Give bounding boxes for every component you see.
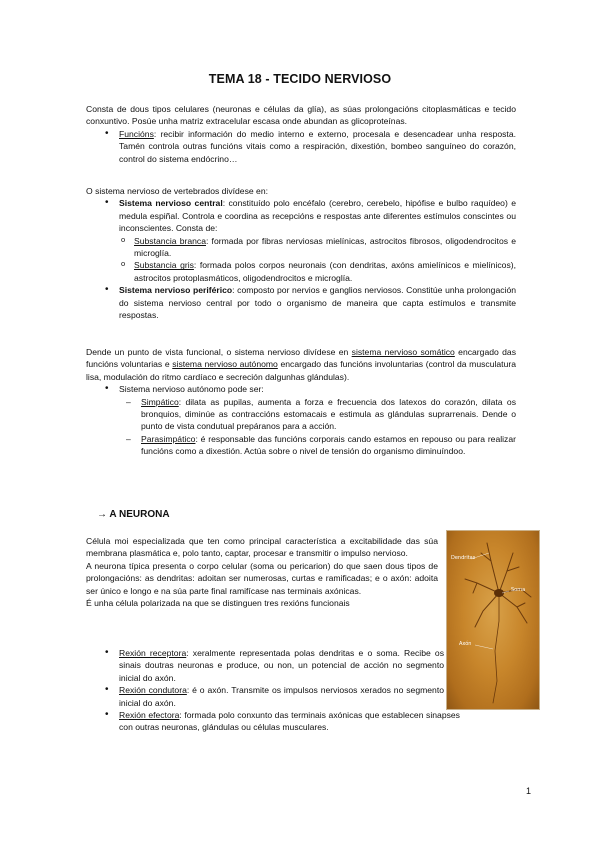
label-axon: Axón (459, 641, 472, 647)
sub-list-item (86, 259, 516, 284)
label-dendritas: Dendritas (451, 555, 476, 561)
text-run: encargado das funcións voluntarias e (86, 347, 516, 370)
vertebrates-list (86, 197, 516, 321)
list-item (86, 128, 516, 165)
definition-text: : formada polo conxunto das terminais axónicas que establecen sinapses con outras neuronas, glándulas ou células musculares. (119, 710, 460, 733)
term-periferico: Sistema nervioso periférico (119, 285, 233, 296)
sub-list-item (86, 235, 516, 260)
definition-text: : composto por nervios e ganglios nerviosos. Constitúe unha prolongación do sistema nervioso central por todo o organismo de maneira que capta estímulos e transmite respostas. (119, 285, 517, 321)
definition-text: : é o axón. Transmite os impulsos nerviosos xerados no segmento inicial do axón. (119, 685, 444, 708)
term-receptora: Rexión receptora (119, 648, 187, 658)
page-title: TEMA 18 - TECIDO NERVIOSO (208, 72, 392, 86)
functional-section (86, 346, 516, 458)
label-soma: Soma (511, 587, 526, 593)
term-somatico: sistema nervioso somático (351, 347, 455, 357)
term-condutora: Rexión condutora (119, 685, 187, 696)
functional-paragraph (86, 346, 516, 383)
term-autonomo: sistema nervioso autónomo (172, 359, 278, 370)
intro-section (86, 103, 516, 165)
section-heading-neurona: → A NEURONA (97, 509, 170, 520)
definition-text: : é responsable das funcións corporais cando estamos en repouso ou para realizar funcións como a dixestión. Actúa sobre o nivel de tensión do organismo diminuíndoo. (141, 433, 516, 457)
list-item (86, 383, 516, 395)
definition-text: : formada polos corpos neuronais (con dendritas, axóns amielínicos e mielínicos), astrocitos protoplasmáticos, oligodendrocitos e microglía. (134, 260, 516, 283)
term-branca: Substancia branca (134, 235, 206, 246)
text-run: Dende un punto de vista funcional, o sistema nervioso divídese en (86, 347, 352, 357)
neurona-section (86, 535, 438, 609)
term-funcions: Funcións (119, 128, 154, 139)
list-item (86, 709, 460, 734)
dash-list-item (86, 433, 516, 458)
list-item (86, 284, 516, 321)
intro-list (86, 128, 516, 165)
definition-text: : constituído polo encéfalo (cerebro, cerebelo, hipófise e bulbo raquídeo) e medula espiñal. Controla e coordina as recepcións e respostas ante diferentes estímulos conscintes ou inconscientes. Consta de: (119, 198, 516, 234)
functional-list (86, 383, 516, 457)
list-item (86, 684, 444, 709)
page-number: 1 (526, 786, 532, 796)
term-central: Sistema nervioso central (119, 198, 223, 209)
definition-text: : xeralmente representada polas dendritas e o soma. Recibe os sinais doutras neuronas e produce, ou non, un potencial de acción no segmento inicial do axón. (119, 648, 444, 683)
term-simpatico: Simpático (141, 396, 179, 407)
neurona-regions (86, 647, 460, 734)
regions-list (86, 647, 460, 734)
definition-text: : dilata as pupilas, aumenta a forza e frecuencia dos latexos do corazón, dilata os bronquios, diminúe as contraccións estomacais e estimula as glándulas suprarrenais. Dende o punto de vista condutual prepáranos para a acción. (141, 396, 516, 432)
neuron-micrograph (446, 530, 540, 710)
term-parasimpatico: Parasimpático (141, 433, 196, 444)
neurona-paragraph: A neurona típica presenta o corpo celular (soma ou pericarion) do que saen dous tipos de prolongacións: as dendritas: adoitan ser numerosas, curtas e ramificadas; e o axón: adoita ser único e longo e na súa parte final ramifícase nas terminais axónicas. (86, 560, 438, 596)
neurona-paragraph: É unha célula polarizada na que se distinguen tres rexións funcionais (86, 598, 350, 609)
definition-text: : formada por fibras nerviosas mielínicas, astrocitos fibrosos, oligodendrocitos e microglía. (134, 235, 516, 259)
term-efectora: Rexión efectora (119, 710, 180, 721)
vertebrates-lead: O sistema nervioso de vertebrados divídese en: (86, 186, 268, 196)
dash-list-item (86, 396, 516, 433)
term-gris: Substancia gris (134, 260, 194, 271)
text-run: encargado das funcións involuntarias (control da musculatura lisa, modulación do ritmo cardíaco e secreción dalgunhas glándulas). (86, 359, 516, 382)
list-item (86, 647, 444, 684)
neurona-paragraph: Célula moi especializada que ten como principal característica a excitabilidade das súa membrana plasmática e, polo tanto, captar, procesar e transmitir o impulso nervioso. (86, 536, 438, 559)
autonomo-lead: Sistema nervioso autónomo pode ser: (119, 384, 264, 395)
list-item (86, 197, 516, 234)
definition-text: : recibir información do medio interno e externo, procesala e desencadear unha resposta. Tamén controla outras funcións vitais como a respiración, dixestión, bombeo sanguíneo do corazón, control do sistema endócrino… (119, 128, 516, 164)
intro-paragraph: Consta de dous tipos celulares (neuronas e células da glía), as súas prolongacións citoplasmáticas e tecido conxuntivo. Posúe unha matriz extracelular escasa onde abundan as glicoproteínas. (86, 104, 516, 127)
vertebrates-section (86, 185, 516, 321)
